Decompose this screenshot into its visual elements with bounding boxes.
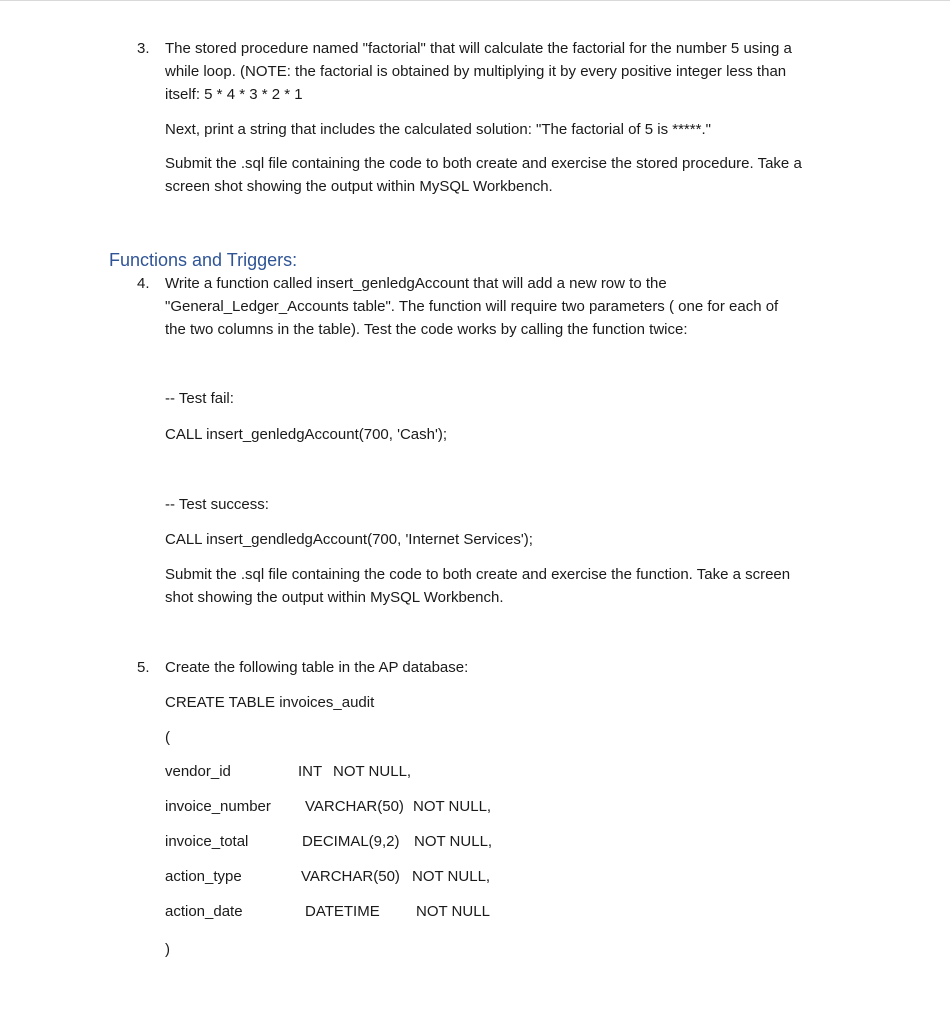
item-5-number: 5.: [137, 659, 150, 676]
section-heading: Functions and Triggers:: [109, 250, 298, 270]
column-name: vendor_id: [165, 763, 231, 780]
column-constraint: NOT NULL,: [333, 763, 412, 780]
item-3-line: The stored procedure named "factorial" that will calculate the factorial for the number 5 using a: [165, 40, 792, 57]
item-3-text: [165, 37, 792, 106]
test-fail-call: CALL insert_genledgAccount(700, 'Cash');: [165, 426, 448, 443]
item-3-submit-line: screen shot showing the output within MySQL Workbench.: [165, 178, 553, 195]
item-4-submit-line: shot showing the output within MySQL Workbench.: [165, 589, 504, 606]
item-3-line: while loop. (NOTE: the factorial is obtained by multiplying it by every positive integer less than: [165, 63, 787, 80]
item-3-next: Next, print a string that includes the calculated solution: "The factorial of 5 is *****.": [165, 121, 711, 138]
item-3-line: itself: 5 * 4 * 3 * 2 * 1: [165, 86, 303, 103]
column-constraint: NOT NULL,: [414, 833, 493, 850]
item-4-line: the two columns in the table). Test the code works by calling the function twice:: [165, 321, 688, 338]
column-type: DATETIME: [305, 903, 380, 920]
item-3-number: 3.: [137, 40, 150, 57]
test-success-label: -- Test success:: [165, 496, 269, 513]
column-type: INT: [298, 763, 323, 780]
item-5-intro: Create the following table in the AP database:: [165, 659, 469, 676]
test-success-call: CALL insert_gendledgAccount(700, 'Internet Services');: [165, 531, 533, 548]
column-constraint: NOT NULL,: [412, 868, 491, 885]
column-type: DECIMAL(9,2): [302, 833, 400, 850]
item-4-line: Write a function called insert_genledgAccount that will add a new row to the: [165, 275, 667, 292]
test-fail-label: -- Test fail:: [165, 390, 234, 407]
page-top-border: [0, 0, 950, 1]
column-name: invoice_number: [165, 798, 271, 815]
column-constraint: NOT NULL,: [413, 798, 492, 815]
create-table-statement: CREATE TABLE invoices_audit: [165, 694, 375, 711]
column-constraint: NOT NULL: [416, 903, 490, 920]
column-name: action_type: [165, 868, 242, 885]
column-type: VARCHAR(50): [305, 798, 404, 815]
item-3-submit: [165, 152, 802, 198]
column-name: action_date: [165, 903, 243, 920]
item-4-submit: [165, 563, 790, 609]
item-4-text: [165, 272, 778, 341]
item-4-line: "General_Ledger_Accounts table". The function will require two parameters ( one for each of: [165, 298, 779, 315]
open-paren: (: [165, 729, 170, 746]
item-3-submit-line: Submit the .sql file containing the code to both create and exercise the stored procedure. Take a: [165, 155, 802, 172]
close-paren: ): [165, 941, 170, 958]
item-4-submit-line: Submit the .sql file containing the code to both create and exercise the function. Take a screen: [165, 566, 791, 583]
column-name: invoice_total: [165, 833, 249, 850]
item-4-number: 4.: [137, 275, 150, 292]
column-type: VARCHAR(50): [301, 868, 400, 885]
